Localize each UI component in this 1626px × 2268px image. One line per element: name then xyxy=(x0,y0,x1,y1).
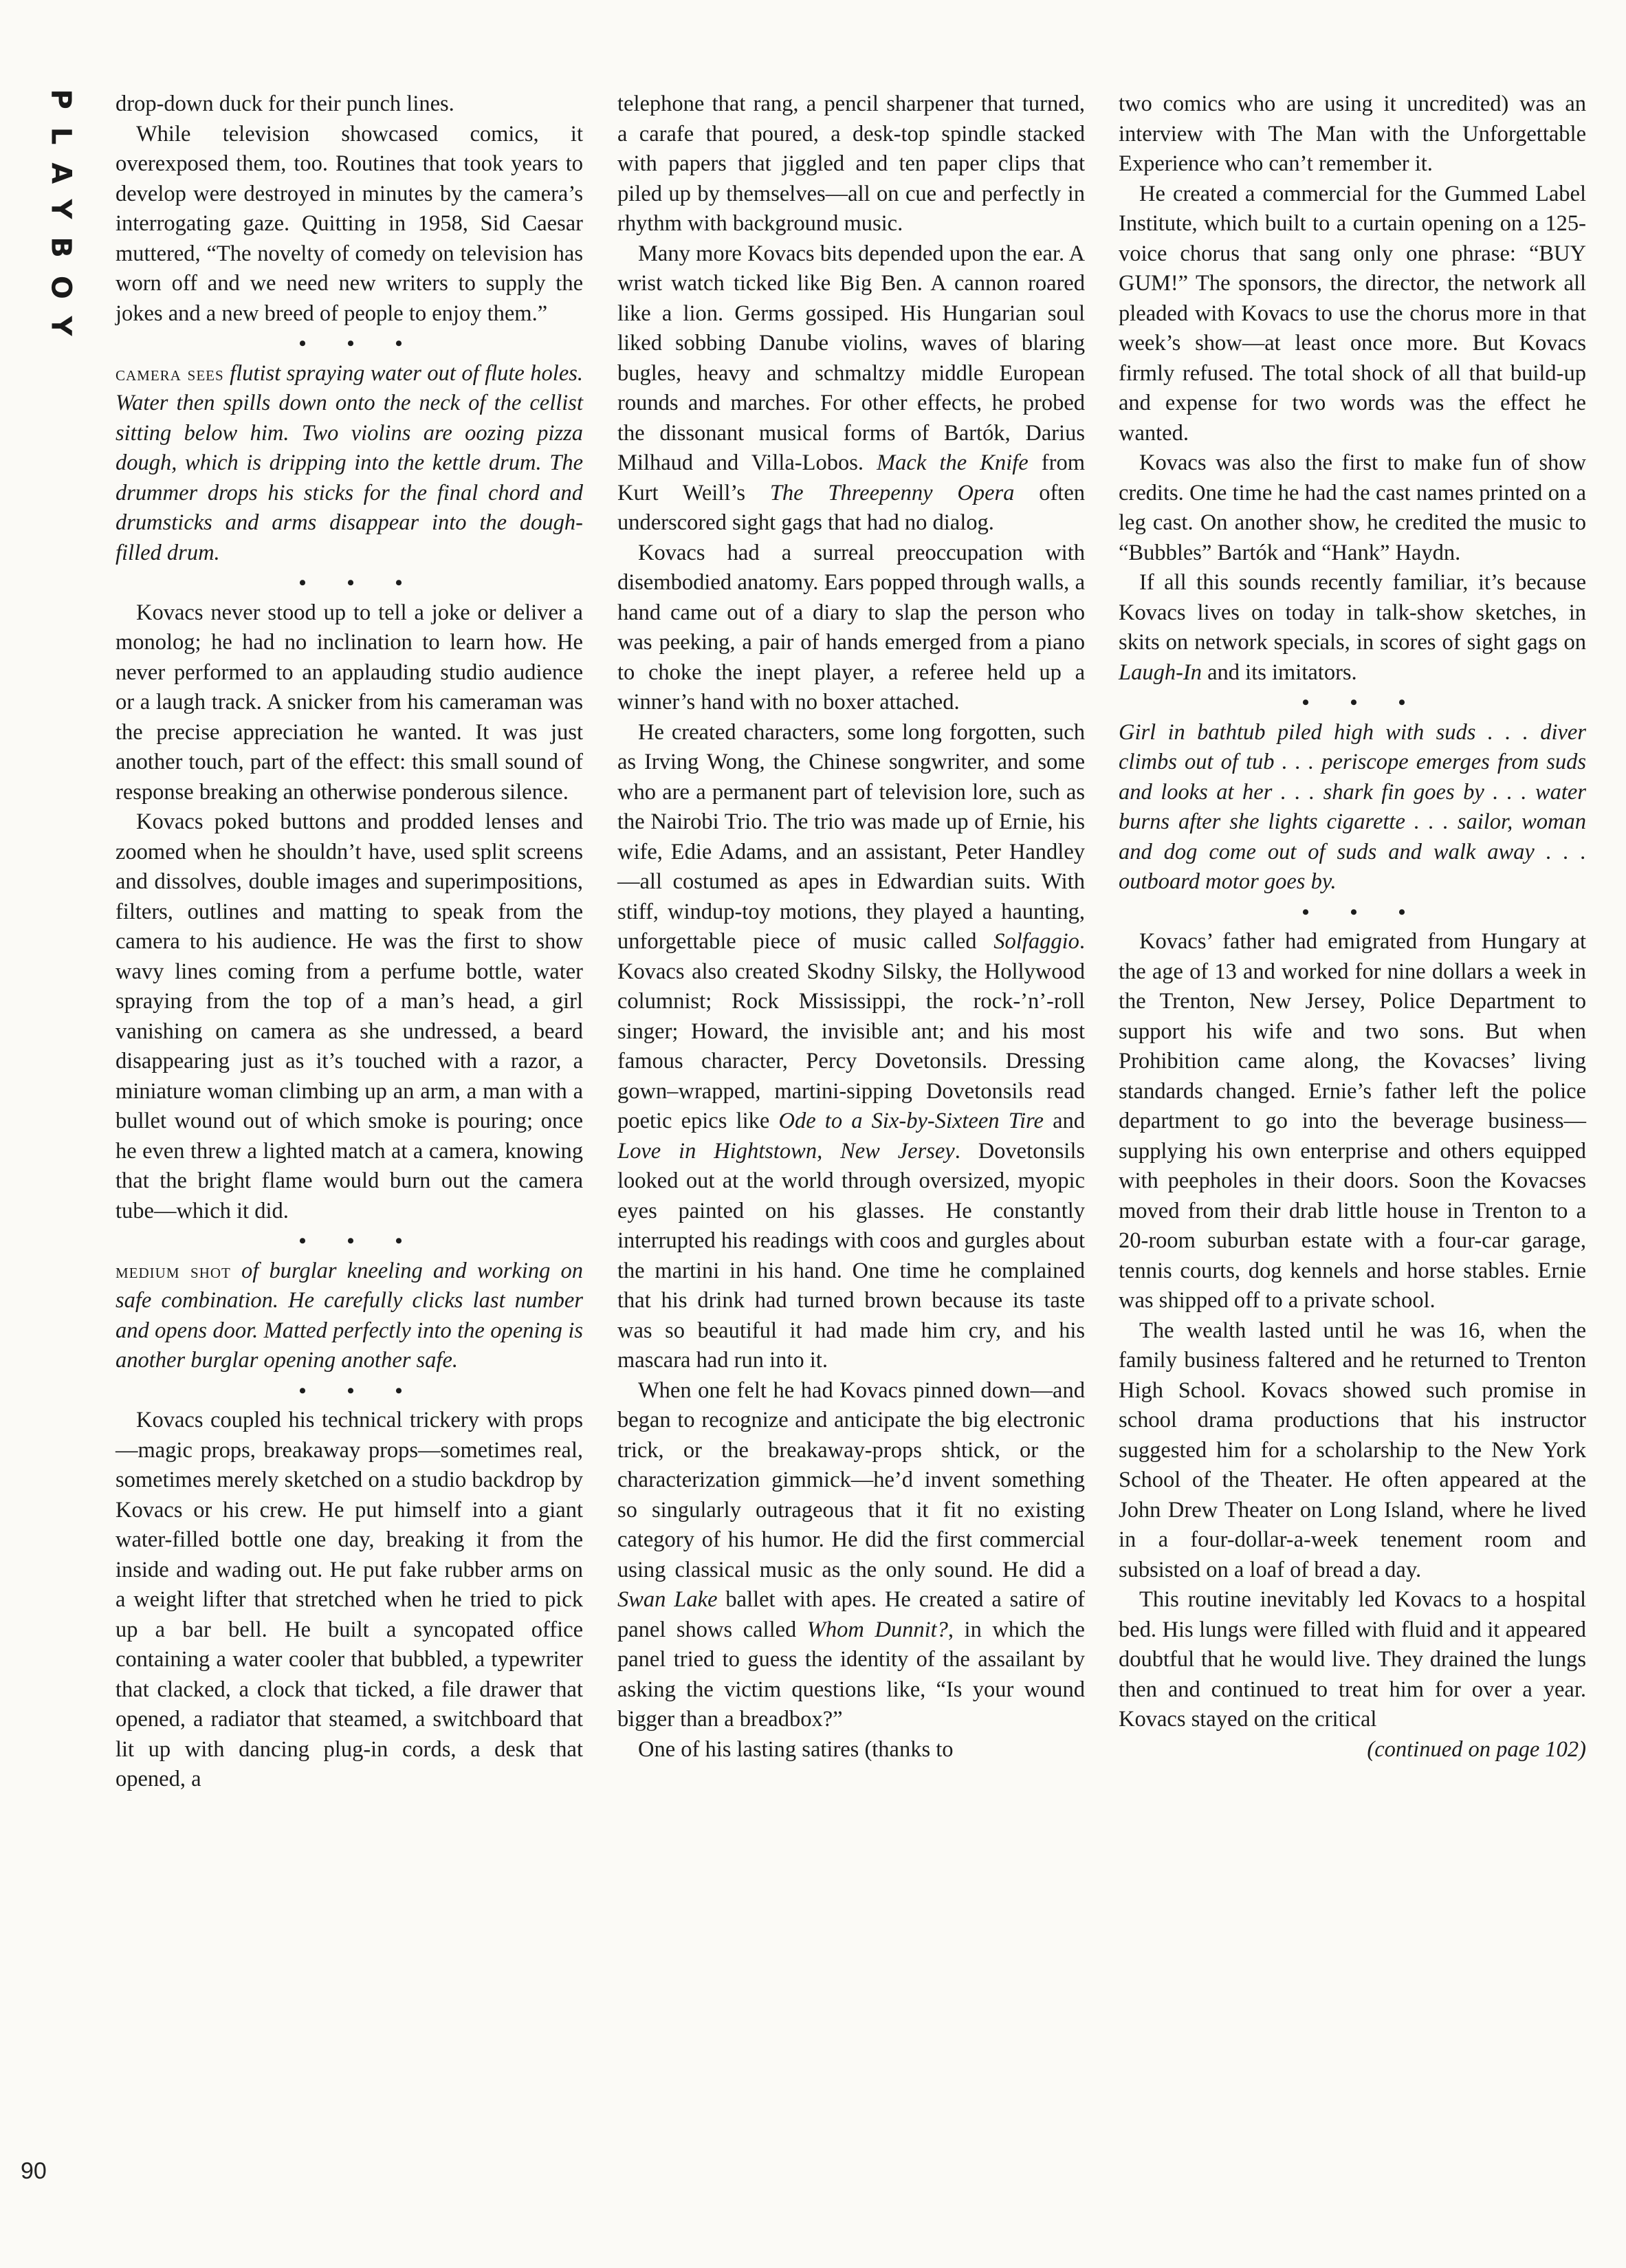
text-column-3 xyxy=(1119,89,1586,1765)
body-paragraph: The wealth lasted until he was 16, when the family business faltered and he returned to Trenton High School. Kovacs showed such promise in school drama productions that his instructor suggested him for a scholarship to the New York School of the Theater. He often appeared at the John Drew Theater on Long Island, where he lived in a four-dollar-a-week tenement room and subsisted on a loaf of bread a day. xyxy=(1119,1318,1586,1582)
body-paragraph: When one felt he had Kovacs pinned down—and began to recognize and anticipate the big electronic trick, or the breakaway-props shtick, or the characterization gimmick—he’d invent something so singularly outrageous that it fit no existing category of his humor. He did the first commercial using classical music as the only sound. He did a Swan Lake ballet with apes. He created a satire of panel shows called Whom Dunnit?, in which the panel tried to guess the identity of the assailant by asking the victim questions like, “Is your wound bigger than a breadbox?” xyxy=(617,1377,1085,1732)
script-text: flutist spraying water out of flute holes. Water then spills down onto the neck of the cellist sitting below him. Two violins are oozing pizza dough, which is dripping into the kettle drum. The drummer drops his sticks for the final chord and drumsticks and arms disappear into the dough-filled drum. xyxy=(116,360,584,565)
body-paragraph: Kovacs was also the first to make fun of show credits. One time he had the cast names printed on a leg cast. On another show, he credited the music to “Bubbles” Bartók and “Hank” Haydn. xyxy=(1119,450,1586,565)
section-divider: • • • xyxy=(298,1230,421,1252)
body-paragraph: He created a commercial for the Gummed Label Institute, which built to a curtain opening on a 125-voice chorus that sang only one phrase: “BUY GUM!” The sponsors, the director, the network all pleaded with Kovacs to use the chorus more in that week’s show—at least once more. But Kovacs firmly refused. The total shock of all that build-up and expense for two words was the effect he wanted. xyxy=(1119,181,1586,446)
body-paragraph: Kovacs had a surreal preoccupation with disembodied anatomy. Ears popped through walls, a hand came out of a diary to slap the person who was peeking, a pair of hands emerged from a piano to choke the inept player, a referee held up a winner’s hand with no boxer attached. xyxy=(617,540,1085,715)
body-paragraph: One of his lasting satires (thanks to xyxy=(638,1736,954,1762)
section-divider: • • • xyxy=(298,1379,421,1402)
body-paragraph: Kovacs poked buttons and prodded lenses and zoomed when he shouldn’t have, used split screens and dissolves, double images and superimpositions, filters, outlines and matting to speak from the camera to his audience. He was the first to show wavy lines coming from a perfume bottle, water spraying from the top of a man’s head, a girl vanishing on camera as she undressed, a beard disappearing just as it’s touched with a razor, a miniature woman climbing up an arm, a man with a bullet wound out of which smoke is pouring; once he even threw a lighted match at a camera, knowing that the bright flame would burn out the camera tube—which it did. xyxy=(116,809,583,1223)
script-excerpt xyxy=(1119,718,1586,897)
body-paragraph: Kovacs coupled his technical trickery with props—magic props, breakaway props—sometimes real, sometimes merely sketched on a studio backdrop by Kovacs or his crew. He put himself into a giant water-filled bottle one day, breaking it from the inside and wading out. He put fake rubber arms on a weight lifter that stretched when he tried to pick up a bar bell. He built a syncopated office containing a water cooler that bubbled, a typewriter that clacked, a clock that ticked, a file drawer that opened, a radiator that steamed, a switchboard that lit up with dancing plug-in cords, a desk that opened, a xyxy=(116,1408,583,1791)
body-paragraph: telephone that rang, a pencil sharpener that turned, a carafe that poured, a desk-top spindle stacked with papers that jiggled and ten paper clips that piled up by themselves—all on cue and perfectly in rhythm with background music. xyxy=(617,91,1085,236)
masthead-text: PLAYBOY xyxy=(45,89,76,354)
continued-note: (continued on page 102) xyxy=(1367,1736,1586,1762)
section-divider: • • • xyxy=(1301,691,1424,714)
script-text: of burglar kneeling and working on safe combination. He carefully clicks last number and opens door. Matted perfectly into the opening is another burglar opening another safe. xyxy=(116,1258,584,1373)
script-excerpt xyxy=(116,1256,583,1376)
text-column-2 xyxy=(617,89,1085,1765)
body-paragraph: While television showcased comics, it overexposed them, too. Routines that took years to develop were destroyed in minutes by the camera’s interrogating gaze. Quitting in 1958, Sid Caesar muttered, “The novelty of comedy on television has worn off and we need new writers to supply the jokes and a new breed of people to enjoy them.” xyxy=(116,121,583,326)
section-divider: • • • xyxy=(298,332,421,355)
section-divider: • • • xyxy=(1301,900,1424,924)
shot-direction: medium shot xyxy=(116,1259,231,1283)
magazine-masthead xyxy=(40,77,81,366)
body-paragraph: Kovacs’ father had emigrated from Hungary at the age of 13 and worked for nine dollars a week in the Trenton, New Jersey, Police Department to support his wife and two sons. But when Prohibition came along, the Kovacses’ living standards changed. Ernie’s father left the police department to go into the beverage business—supplying his own enterprise and others equipped with peepholes in their doors. Soon the Kovacses moved from their drab little house in Trenton to a 20-room suburban estate with a four-car garage, tennis courts, dog kennels and horse stables. Ernie was shipped off to a private school. xyxy=(1119,929,1586,1313)
script-text: Girl in bathtub piled high with suds . . . diver climbs out of tub . . . periscope emerges from suds and looks at her . . . shark fin goes by . . . water burns after she lights cigarette . . . sailor, woman and dog come out of suds and walk away . . . outboard motor goes by. xyxy=(1119,719,1586,894)
shot-direction: camera sees xyxy=(116,362,224,385)
body-paragraph: If all this sounds recently familiar, it’s because Kovacs lives on today in talk-show sketches, in skits on network specials, in scores of sight gags on Laugh-In and its imitators. xyxy=(1119,570,1586,685)
text-column-1 xyxy=(116,89,583,1795)
page-number: 90 xyxy=(21,2158,47,2184)
body-paragraph: Kovacs never stood up to tell a joke or deliver a monolog; he had no inclination to learn how. He never performed to an applauding studio audience or a laugh track. A snicker from his cameraman was the precise appreciation he wanted. It was just another touch, part of the effect: this small sound of response breaking an otherwise ponderous silence. xyxy=(116,600,583,805)
body-paragraph: two comics who are using it uncredited) was an interview with The Man with the Unforgettable Experience who can’t remember it. xyxy=(1119,91,1586,176)
body-paragraph: drop-down duck for their punch lines. xyxy=(116,91,454,116)
body-paragraph: This routine inevitably led Kovacs to a hospital bed. His lungs were filled with fluid and it appeared doubtful that he would live. They drained the lungs then and continued to treat him for over a year. Kovacs stayed on the critical xyxy=(1119,1587,1586,1732)
body-paragraph: Many more Kovacs bits depended upon the ear. A wrist watch ticked like Big Ben. A cannon roared like a lion. Germs gossiped. His Hungarian soul liked sobbing Danube violins, waves of blaring bugles, heavy and schmaltzy middle European rounds and marches. For other effects, he probed the dissonant musical forms of Bartók, Darius Milhaud and Villa-Lobos. Mack the Knife from Kurt Weill’s The Threepenny Opera often underscored sight gags that had no dialog. xyxy=(617,241,1086,535)
body-paragraph: He created characters, some long forgotten, such as Irving Wong, the Chinese songwriter, and some who are a permanent part of television lore, such as the Nairobi Trio. The trio was made up of Ernie, his wife, Edie Adams, and an assistant, Peter Handley—all costumed as apes in Edwardian suits. With stiff, windup-toy motions, they played a haunting, unforgettable piece of music called Solfaggio. Kovacs also created Skodny Silsky, the Hollywood columnist; Rock Mississippi, the rock-’n’-roll singer; Howard, the invisible ant; and his most famous character, Percy Dovetonsils. Dressing gown–wrapped, martini-sipping Dovetonsils read poetic epics like Ode to a Six-by-Sixteen Tire and Love in Hightstown, New Jersey. Dovetonsils looked out at the world through oversized, myopic eyes painted on his glasses. He constantly interrupted his readings with coos and gurgles about the martini in his hand. One time he complained that his drink had turned brown because its taste was so beautiful it had made him cry, and his mascara had run into it. xyxy=(617,719,1086,1373)
script-excerpt xyxy=(116,359,583,569)
section-divider: • • • xyxy=(298,571,421,594)
